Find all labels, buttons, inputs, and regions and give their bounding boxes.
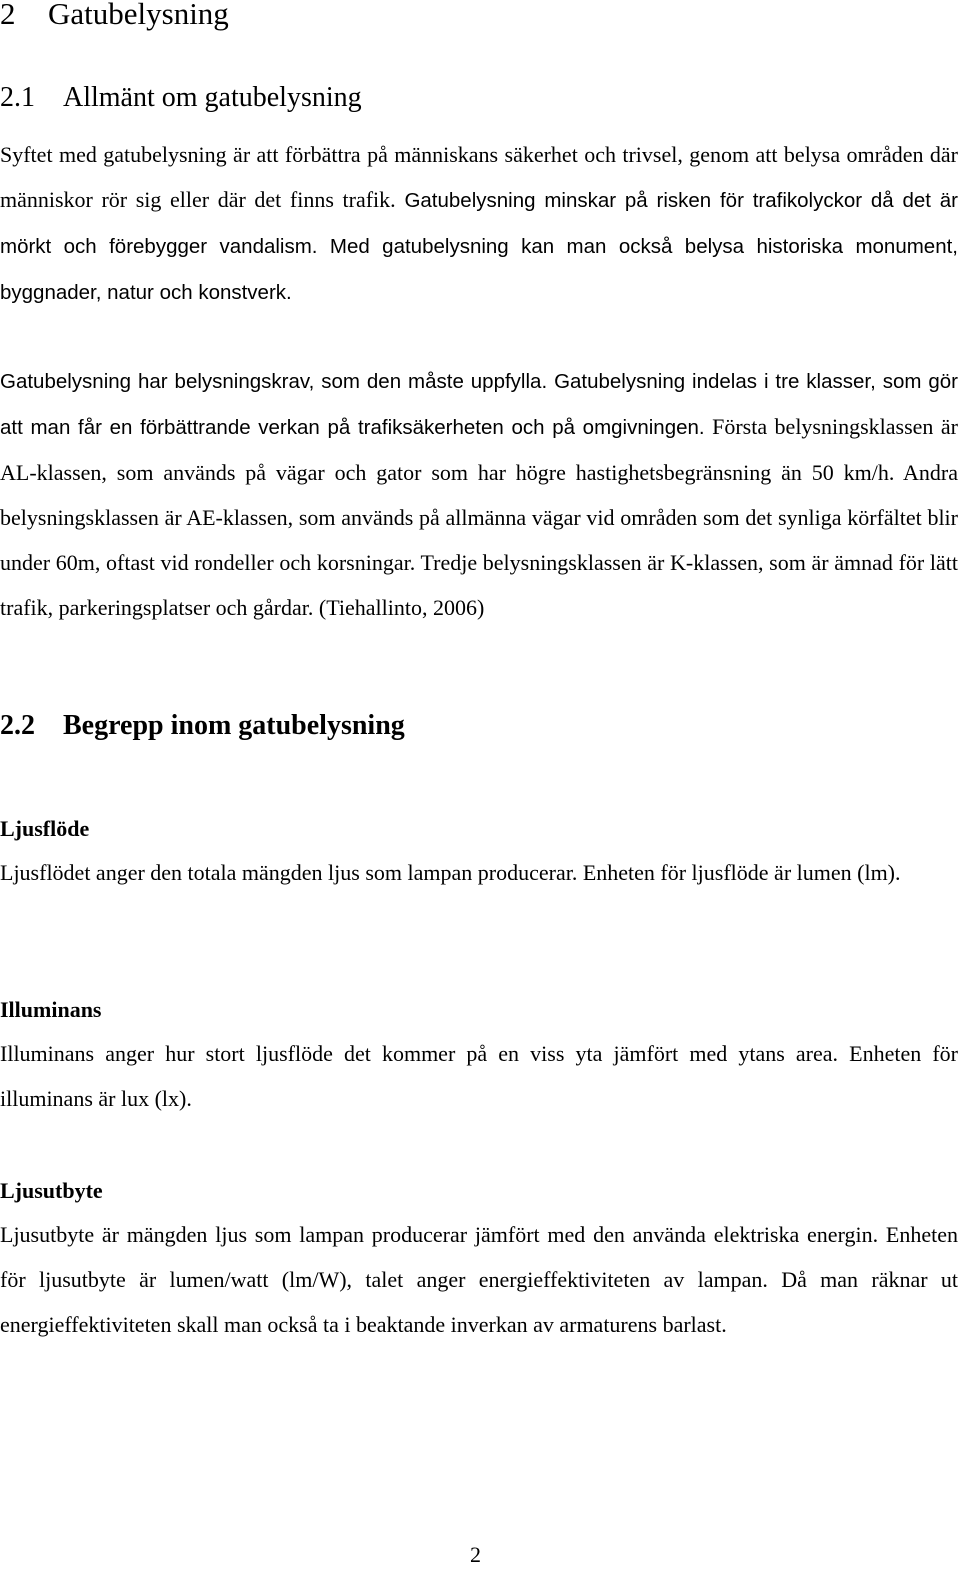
section-heading-concepts: [0, 706, 405, 746]
chapter-heading: [0, 0, 229, 36]
term-heading: Ljusflöde: [0, 816, 90, 841]
chapter-title: Gatubelysning: [48, 0, 229, 31]
term-heading: Illuminans: [0, 997, 102, 1022]
chapter-number: 2: [0, 0, 16, 31]
page-number: 2: [470, 1542, 481, 1567]
section-number: 2.2: [0, 710, 35, 741]
section-title: Allmänt om gatubelysning: [63, 82, 362, 113]
paragraph-purpose: [0, 132, 958, 315]
paragraph-lighting-classes: [0, 358, 958, 630]
term-definition: Illuminans anger hur stort ljusflöde det kommer på en viss yta jämfört med ytans area. Enheten för illuminans är lux (lx).: [0, 1041, 958, 1111]
paragraph-text: Syftet med gatubelysning är att förbättra på människans säkerhet och trivsel, genom att belysa områden där människor rör sig eller där det finns trafik.: [0, 142, 958, 212]
term-definition: Ljusutbyte är mängden ljus som lampan producerar jämfört med den använda elektriska energin. Enheten för ljusutbyte är lumen/watt (lm/W), talet anger energieffektiviteten av lampan. Då man räknar ut energieffektiviteten skall man också ta i beaktande inverkan av armaturens barlast.: [0, 1222, 958, 1337]
paragraph-text-continued: Första belysningsklassen är AL-klassen, som används på vägar och gator som har högre hastighetsbegränsning än 50 km/h. Andra belysningsklassen är AE-klassen, som används på allmänna vägar vid områden som det synliga körfältet blir under 60m, oftast vid rondeller och korsningar. Tredje belysningsklassen är K-klassen, som är ämnad för lätt trafik, parkeringsplatser och gårdar. (Tiehallinto, 2006): [0, 414, 958, 620]
section-heading-general: [0, 78, 362, 118]
term-heading: Ljusutbyte: [0, 1178, 103, 1203]
term-definition: Ljusflödet anger den totala mängden ljus som lampan producerar. Enheten för ljusflöde är lumen (lm).: [0, 860, 901, 885]
section-number: 2.1: [0, 82, 35, 113]
section-title: Begrepp inom gatubelysning: [63, 710, 405, 741]
paragraph-text-continued: Gatubelysning minskar på risken för trafikolyckor då det är mörkt och förebygger vandalism. Med gatubelysning kan man också belysa historiska monument, byggnader, natur och konstverk.: [0, 189, 958, 304]
paragraph-text: Gatubelysning har belysningskrav, som den måste uppfylla. Gatubelysning indelas i tre klasser, som gör att man får en förbättrande verkan på trafiksäkerheten och på omgivningen.: [0, 370, 958, 439]
